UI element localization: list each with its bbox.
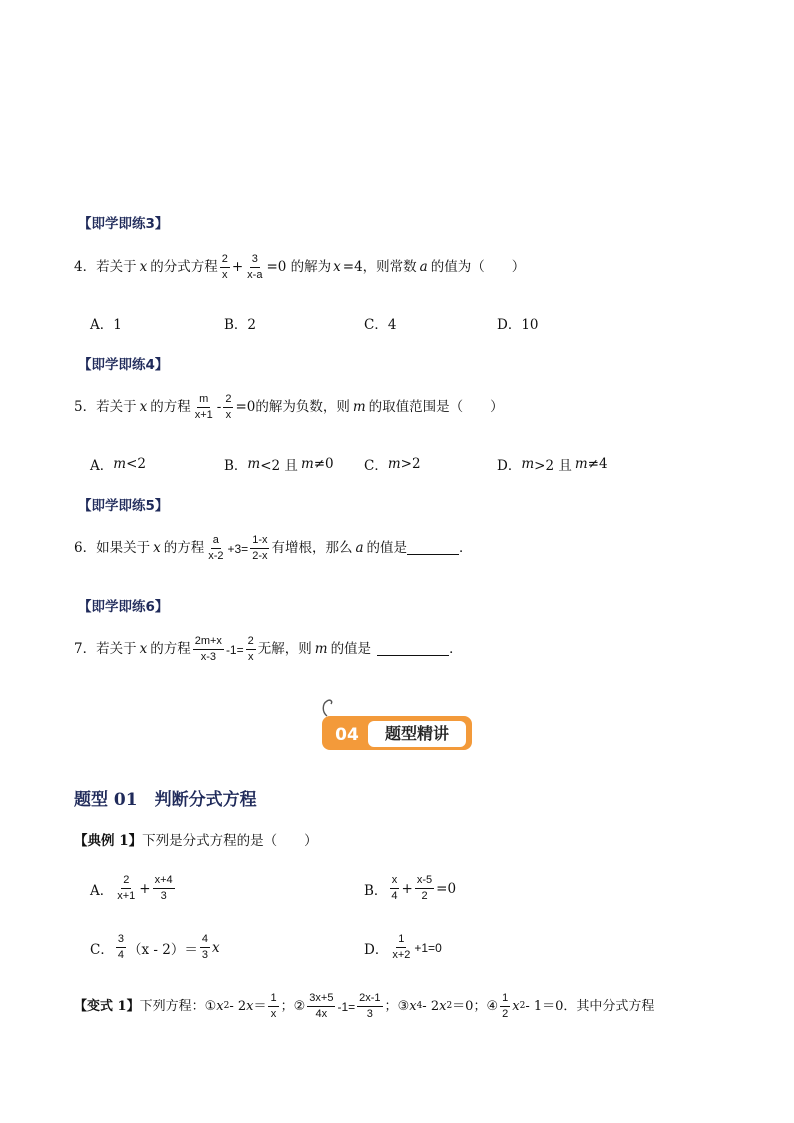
v1-e1-den: x: [270, 1008, 277, 1021]
q5-f1-num: m: [197, 393, 210, 408]
v1-sep-3: ；: [473, 999, 487, 1015]
q5-d-rest: >2 且: [534, 458, 572, 474]
q5-eq: =0的解为负数，则: [235, 398, 350, 415]
question-4: [74, 253, 525, 282]
q5-c-var: m: [387, 456, 401, 472]
example-1-tag: 【典例 1】: [74, 833, 143, 849]
q6-end: ．: [459, 539, 473, 556]
hook-icon: [320, 698, 334, 718]
example-1-option-a[interactable]: [90, 874, 177, 903]
ex1-c-f-den: 4: [117, 949, 124, 962]
q6-mid: 的方程: [163, 539, 205, 556]
v1-e3-x2: x: [439, 999, 447, 1015]
ex1-a-plus: +: [139, 880, 151, 897]
ex1-b-f2-den: 2: [421, 890, 428, 903]
ex1-a-f1-num: 2: [121, 874, 131, 889]
q4-option-d[interactable]: D．10: [497, 317, 539, 333]
v1-sep-2: ；: [384, 999, 398, 1015]
q5-b-var: m: [247, 456, 261, 472]
q6-answer-blank[interactable]: [407, 542, 459, 555]
q4-mid: 的分式方程: [150, 258, 218, 275]
q7-var-x: x: [139, 640, 148, 657]
q6-f1-num: a: [211, 534, 221, 549]
v1-e2-frac-2: [357, 992, 382, 1021]
ex1-b-frac-2: [415, 874, 434, 903]
ex1-d-label: D．: [364, 941, 389, 958]
q7-answer-blank[interactable]: [377, 643, 449, 656]
ex1-c-f2-num: 4: [200, 933, 210, 948]
v1-e1-b: - 2: [229, 999, 247, 1015]
q5-fraction-1: [193, 393, 215, 422]
v1-e3-sup: 4: [416, 1001, 423, 1012]
v1-e4-den: 2: [502, 1008, 509, 1021]
badge-number: 04: [335, 725, 359, 745]
example-1-option-c[interactable]: [90, 933, 220, 962]
q4-eq: =0 的解为: [266, 258, 332, 275]
ex1-b-f2-num: x-5: [415, 874, 434, 889]
q4-eqval: =4，则常数: [342, 258, 417, 275]
v1-e4-sup: 2: [519, 1001, 526, 1012]
ex1-d-frac: [390, 933, 412, 962]
v1-e3-x: x: [409, 999, 417, 1015]
variant-1-circ-3: ③: [397, 999, 410, 1015]
q7-f2-num: 2: [246, 635, 256, 650]
q6-plus3: +3=: [227, 541, 249, 556]
q7-fraction-1: [193, 635, 224, 664]
v1-e3-b: - 2: [422, 999, 440, 1015]
ex1-d-rest: +1=0: [414, 940, 442, 955]
q5-a-rest: <2: [126, 456, 146, 472]
q5-b-label: B．: [224, 458, 248, 474]
v1-e1-eq: ＝: [253, 999, 267, 1015]
ex1-a-frac-2: [153, 874, 175, 903]
q4-var-a: a: [419, 258, 428, 275]
v1-e2-den: 4x: [315, 1008, 328, 1021]
example-1-option-d[interactable]: [364, 933, 442, 962]
practice-heading-5: 【即学即练5】: [78, 498, 169, 514]
q4-fraction-2: [245, 253, 264, 282]
ex1-b-f1-num: x: [390, 874, 400, 889]
ex1-c-f2-den: 3: [201, 949, 208, 962]
v1-e1-frac: [268, 992, 278, 1021]
practice-heading-6: 【即学即练6】: [78, 599, 169, 615]
question-6: [74, 534, 473, 563]
ex1-c-frac-1: [116, 933, 126, 962]
q5-c-label: C．: [364, 458, 388, 474]
q4-option-b[interactable]: B．2: [224, 317, 257, 333]
ex1-b-plus: +: [401, 880, 413, 897]
v1-e3-eq: ＝0: [452, 999, 474, 1015]
q6-f1-den: x-2: [208, 550, 224, 563]
q5-option-c[interactable]: [364, 454, 421, 474]
q5-b-rest2: ≠0: [313, 456, 334, 472]
v1-e4-rest: - 1＝0．其中分式方程: [525, 999, 655, 1015]
q5-option-a[interactable]: [90, 454, 146, 474]
ex1-c-x: x: [211, 939, 220, 956]
ex1-b-frac-1: [389, 874, 399, 903]
example-1-option-b[interactable]: [364, 874, 456, 903]
q6-fraction-2: [250, 534, 269, 563]
ex1-a-f1-den: x+1: [117, 890, 136, 903]
q5-c-rest: >2: [400, 456, 421, 472]
variant-1-text: 下列方程：: [139, 999, 205, 1015]
v1-e2-num2: 2x-1: [357, 992, 382, 1007]
v1-sep-1: ；: [280, 999, 294, 1015]
q5-fraction-2: [223, 393, 233, 422]
q7-middle: 无解，则: [257, 640, 312, 657]
q5-a-label: A．: [90, 458, 114, 474]
ex1-a-label: A．: [90, 882, 114, 899]
ex1-b-label: B．: [364, 882, 388, 899]
q6-var-a: a: [355, 539, 364, 556]
example-1: [74, 835, 318, 849]
v1-e1-sup: 2: [223, 1001, 230, 1012]
q5-option-d[interactable]: [497, 454, 608, 474]
v1-e2-den2: 3: [366, 1008, 373, 1021]
q7-var-m: m: [314, 640, 328, 657]
q4-option-c[interactable]: C．4: [364, 317, 397, 333]
v1-e2-num: 3x+5: [307, 992, 335, 1007]
ex1-d-f-den: x+2: [392, 949, 411, 962]
v1-e1-x: x: [216, 999, 224, 1015]
variant-1-circ-2: ②: [293, 999, 306, 1015]
ex1-c-mid: （x - 2）＝: [127, 941, 198, 958]
q7-suffix: 的值是: [330, 640, 372, 657]
ex1-c-label: C．: [90, 941, 114, 958]
ex1-c-frac-2: [200, 933, 210, 962]
q5-d-var2: m: [574, 456, 588, 472]
v1-e4-frac: [500, 992, 510, 1021]
v1-e1-num: 1: [268, 992, 278, 1007]
v1-e1-x2: x: [246, 999, 254, 1015]
q4-f2-num: 3: [250, 253, 260, 268]
variant-1-circ-4: ④: [486, 999, 499, 1015]
question-5: [74, 393, 504, 422]
q7-minus1: -1=: [225, 642, 244, 657]
q5-b-rest: <2 且: [260, 458, 298, 474]
ex1-b-f1-den: 4: [391, 890, 398, 903]
q5-prefix: 5．若关于: [74, 398, 137, 415]
q5-f1-den: x+1: [194, 409, 213, 422]
q4-f2-den: x-a: [247, 269, 263, 282]
q7-mid: 的方程: [150, 640, 191, 657]
ex1-c-f-num: 3: [116, 933, 126, 948]
q7-end: ．: [449, 640, 463, 657]
q6-prefix: 6．如果关于: [74, 539, 151, 556]
q4-f1-num: 2: [220, 253, 230, 268]
q4-option-a[interactable]: A．1: [90, 317, 122, 333]
ex1-a-f2-num: x+4: [153, 874, 175, 889]
question-7: [74, 635, 463, 664]
q7-prefix: 7．若关于: [74, 640, 137, 657]
variant-1-circ-1: ①: [204, 999, 217, 1015]
q4-suffix: 的值为（ ）: [430, 258, 526, 275]
q4-plus: +: [231, 258, 244, 275]
q5-d-var: m: [521, 456, 535, 472]
q5-f2-den: x: [225, 409, 232, 422]
q6-f2-den: 2-x: [252, 550, 268, 563]
q4-var-x: x: [139, 258, 148, 275]
q7-f1-num: 2m+x: [193, 635, 224, 650]
q5-f2-num: 2: [223, 393, 233, 408]
q6-f2-num: 1-x: [250, 534, 269, 549]
q5-mid: 的方程: [150, 398, 191, 415]
q5-var-x: x: [139, 398, 148, 415]
q4-prefix: 4．若关于: [74, 258, 137, 275]
section-title: 题型 01 判断分式方程: [74, 790, 257, 810]
q5-b-var2: m: [300, 456, 314, 472]
q5-a-var: m: [113, 456, 127, 472]
q4-var-x2: x: [333, 258, 341, 275]
q7-f2-den: x: [247, 651, 254, 664]
ex1-a-frac-1: [115, 874, 137, 903]
v1-e2-mid: -1=: [337, 999, 356, 1014]
v1-e4-x: x: [512, 999, 520, 1015]
q5-d-label: D．: [497, 458, 522, 474]
practice-heading-3: 【即学即练3】: [78, 216, 169, 232]
q6-suffix: 的值是: [366, 539, 408, 556]
v1-e3-sup2: 2: [446, 1001, 453, 1012]
q7-f1-den: x-3: [200, 651, 216, 664]
ex1-a-f2-den: 3: [160, 890, 167, 903]
example-1-text: 下列是分式方程的是（ ）: [142, 833, 318, 849]
variant-1-tag: 【变式 1】: [74, 999, 140, 1015]
v1-e2-frac-1: [307, 992, 335, 1021]
variant-1: [74, 992, 654, 1021]
q6-middle: 有增根，那么: [271, 539, 353, 556]
q5-option-b[interactable]: [224, 454, 334, 474]
v1-e4-num: 1: [500, 992, 510, 1007]
section-badge: [322, 712, 474, 752]
ex1-b-eq: =0: [436, 880, 457, 897]
q4-fraction-1: [220, 253, 230, 282]
q5-var-m: m: [352, 398, 366, 415]
q5-d-rest2: ≠4: [587, 456, 608, 472]
badge-label: 题型精讲: [368, 721, 466, 747]
q6-fraction-1: [206, 534, 225, 563]
q7-fraction-2: [246, 635, 256, 664]
q5-minus: -: [216, 398, 222, 415]
practice-heading-4: 【即学即练4】: [78, 357, 169, 373]
q4-f1-den: x: [222, 269, 228, 282]
q5-suffix: 的取值范围是（ ）: [368, 398, 504, 415]
ex1-d-f-num: 1: [396, 933, 406, 948]
q6-var-x: x: [153, 539, 161, 556]
